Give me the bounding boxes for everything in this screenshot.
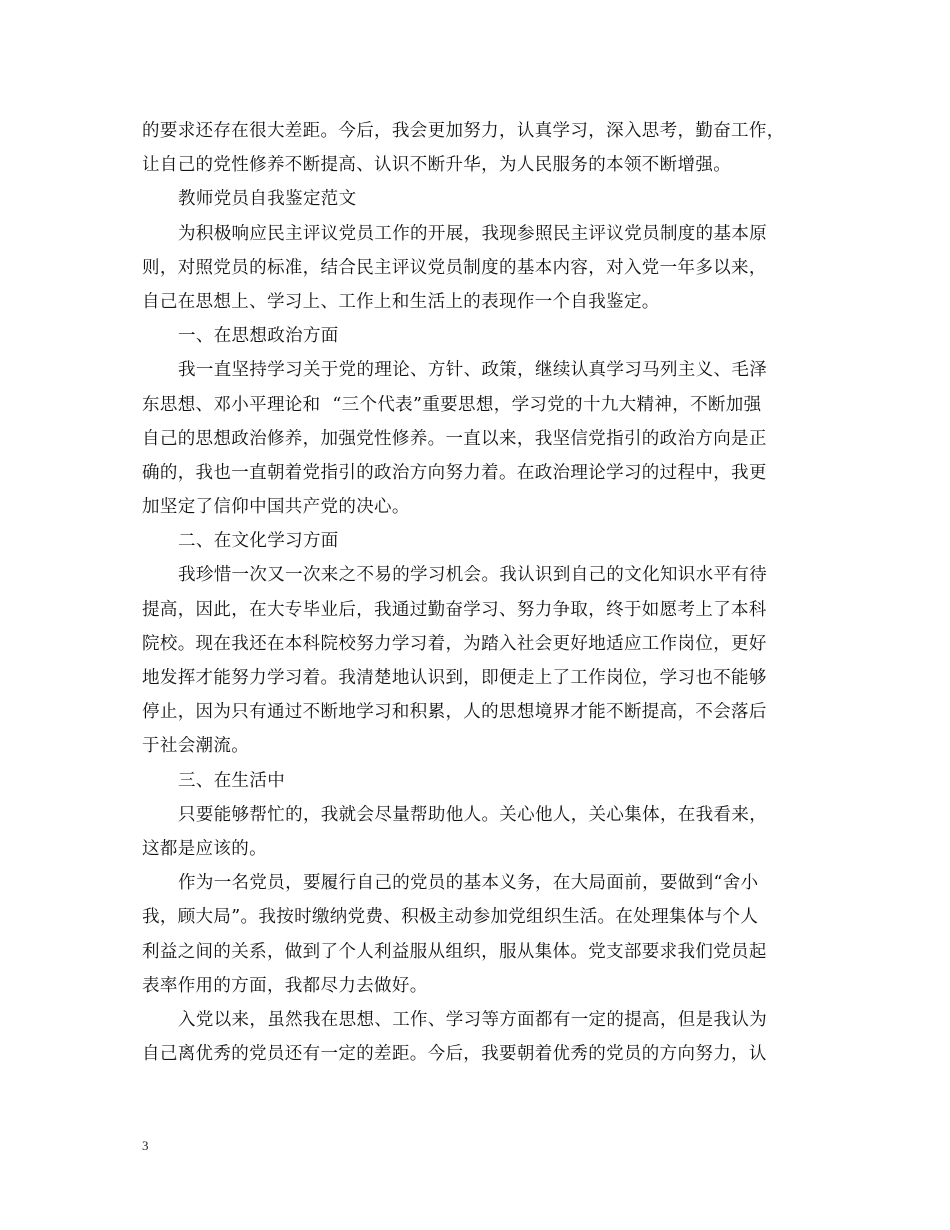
- page-number: 3: [142, 1138, 149, 1153]
- body-text-line: 停止，因为只有通过不断地学习和积累，人的思想境界才能不断提高，不会落后: [142, 702, 767, 723]
- body-text-line: 利益之间的关系，做到了个人利益服从组织，服从集体。党支部要求我们党员起: [142, 941, 767, 962]
- body-text-line: 自己在思想上、学习上、工作上和生活上的表现作一个自我鉴定。: [142, 291, 660, 312]
- section-heading: 三、在生活中: [178, 770, 286, 791]
- body-text-line: 入党以来，虽然我在思想、工作、学习等方面都有一定的提高，但是我认为: [178, 1009, 768, 1030]
- body-text-line: 地发挥才能努力学习着。我清楚地认识到，即便走上了工作岗位，学习也不能够: [142, 668, 767, 688]
- body-text-line: 于社会潮流。: [142, 736, 250, 757]
- body-text-line: 这都是应该的。: [142, 838, 267, 859]
- body-text-line: 我一直坚持学习关于党的理论、方针、政策，继续认真学习马列主义、毛泽: [178, 360, 768, 381]
- body-text-line: 只要能够帮忙的，我就会尽量帮助他人。关心他人，关心集体，在我看来，: [178, 804, 768, 825]
- body-text-line: 我，顾大局”。我按时缴纳党费、积极主动参加党组织生活。在处理集体与个人: [142, 907, 759, 928]
- body-text-line: 自己离优秀的党员还有一定的差距。今后，我要朝着优秀的党员的方向努力，认: [142, 1044, 767, 1065]
- body-text-line: 作为一名党员，要履行自己的党员的基本义务，在大局面前，要做到“舍小: [178, 873, 759, 894]
- body-text-line: 为积极响应民主评议党员工作的开展，我现参照民主评议党员制度的基本原: [178, 223, 768, 244]
- section-title: 教师党员自我鉴定范文: [178, 189, 357, 210]
- body-text-line: 则，对照党员的标准，结合民主评议党员制度的基本内容，对入党一年多以来，: [142, 257, 767, 278]
- body-text-line: 的要求还存在很大差距。今后，我会更加努力，认真学习，深入思考，勤奋工作，: [142, 121, 785, 141]
- body-text-line: 加坚定了信仰中国共产党的决心。: [142, 497, 410, 518]
- body-text-line: 让自己的党性修养不断提高、认识不断升华，为人民服务的本领不断增强。: [142, 155, 732, 176]
- body-text-line: 提高，因此，在大专毕业后，我通过勤奋学习、努力争取，终于如愿考上了本科: [142, 599, 767, 620]
- document-body: [142, 114, 812, 1071]
- body-text-line: 我珍惜一次又一次来之不易的学习机会。我认识到自己的文化知识水平有待: [178, 565, 768, 586]
- body-text-line: 院校。现在我还在本科院校努力学习着，为踏入社会更好地适应工作岗位，更好: [142, 633, 767, 654]
- section-heading: 二、在文化学习方面: [178, 531, 339, 552]
- body-text-line: 自己的思想政治修养，加强党性修养。一直以来，我坚信党指引的政治方向是正: [142, 428, 767, 449]
- section-heading: 一、在思想政治方面: [178, 326, 339, 347]
- body-text-line: 表率作用的方面，我都尽力去做好。: [142, 975, 428, 996]
- body-text-line: 东思想、邓小平理论和 “三个代表”重要思想，学习党的十九大精神，不断加强: [142, 394, 762, 415]
- body-text-line: 确的，我也一直朝着党指引的政治方向努力着。在政治理论学习的过程中，我更: [142, 462, 767, 483]
